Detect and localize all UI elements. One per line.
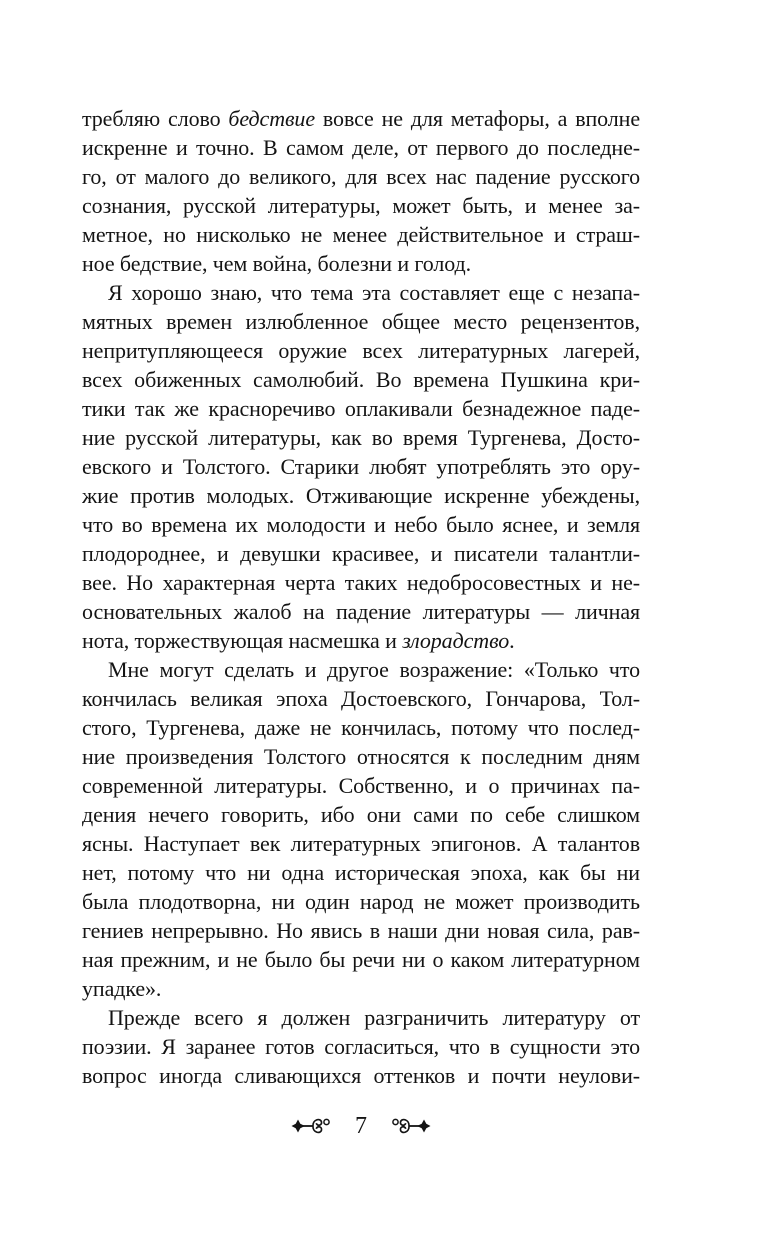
italic-text-run: бедствие — [228, 106, 315, 131]
text-run: вовсе не для метафоры, а вполне — [315, 106, 640, 131]
text-line: что во времена их молодости и небо было яснее, и земля — [82, 512, 640, 537]
italic-text-run: злорадство — [402, 628, 510, 653]
page-text-block — [82, 104, 640, 1090]
text-line: мятных времен излюбленное общее место рецензентов, — [82, 309, 640, 334]
text-line: Я хорошо знаю, что тема эта составляет еще с незапа- — [108, 280, 640, 305]
text-line: тики так же красноречиво оплакивали безнадежное паде- — [82, 396, 640, 421]
text-line: вопрос иногда сливающихся оттенков и почти неулови- — [82, 1063, 640, 1088]
text-line: упадке». — [82, 976, 162, 1001]
text-run: нота, торжествующая насмешка и — [82, 628, 403, 653]
text-line: евского и Толстого. Старики любят употреблять это ору- — [82, 454, 640, 479]
text-line: непритупляющееся оружие всех литературных лагерей, — [82, 338, 640, 363]
text-line: гениев непрерывно. Но явись в наши дни новая сила, рав- — [82, 918, 640, 943]
text-line: нет, потому что ни одна историческая эпоха, как бы ни — [82, 860, 640, 885]
text-line: вее. Но характерная черта таких недобросовестных и не- — [82, 570, 640, 595]
paragraph — [82, 655, 640, 1003]
text-line: плодороднее, и девушки красивее, и писатели талантли- — [82, 541, 640, 566]
text-line: го, от малого до великого, для всех нас падение русского — [82, 164, 640, 189]
text-line — [82, 626, 640, 655]
fleuron-icon — [391, 1113, 431, 1139]
text-line: ная прежним, и не было бы речи ни о каком литературном — [82, 947, 640, 972]
text-run: требляю слово — [82, 106, 229, 131]
text-line: дения нечего говорить, ибо они сами по себе слишком — [82, 802, 640, 827]
text-line: ние русской литературы, как во время Тургенева, Досто- — [82, 425, 640, 450]
paragraph — [82, 278, 640, 655]
paragraph — [82, 1003, 640, 1090]
text-line: Прежде всего я должен разграничить литературу от — [108, 1005, 640, 1030]
text-line — [82, 104, 640, 133]
text-line: основательных жалоб на падение литературы — личная — [82, 599, 640, 624]
page-number: 7 — [355, 1113, 367, 1139]
text-line: была плодотворна, ни один народ не может производить — [82, 889, 640, 914]
text-line: Мне могут сделать и другое возражение: «Только что — [108, 657, 640, 682]
text-line: искренне и точно. В самом деле, от первого до последне- — [82, 135, 640, 160]
text-line: ясны. Наступает век литературных эпигонов. А талантов — [82, 831, 640, 856]
text-line: ние произведения Толстого относятся к последним дням — [82, 744, 640, 769]
text-line: ное бедствие, чем война, болезни и голод. — [82, 251, 472, 276]
text-line: современной литературы. Собственно, и о причинах па- — [82, 773, 640, 798]
text-line: всех обиженных самолюбий. Во времена Пушкина кри- — [82, 367, 640, 392]
paragraph — [82, 104, 640, 278]
text-line: кончилась великая эпоха Достоевского, Гончарова, Тол- — [82, 686, 640, 711]
text-line: поэзии. Я заранее готов согласиться, что в сущности это — [82, 1034, 640, 1059]
text-run: . — [509, 628, 515, 653]
text-line: сознания, русской литературы, может быть, и менее за- — [82, 193, 640, 218]
text-line: стого, Тургенева, даже не кончилась, потому что послед- — [82, 715, 640, 740]
fleuron-icon — [291, 1113, 331, 1139]
page-footer — [82, 1106, 640, 1146]
text-line: жие против молодых. Отживающие искренне убеждены, — [82, 483, 640, 508]
text-line: метное, но нисколько не менее действительное и страш- — [82, 222, 640, 247]
